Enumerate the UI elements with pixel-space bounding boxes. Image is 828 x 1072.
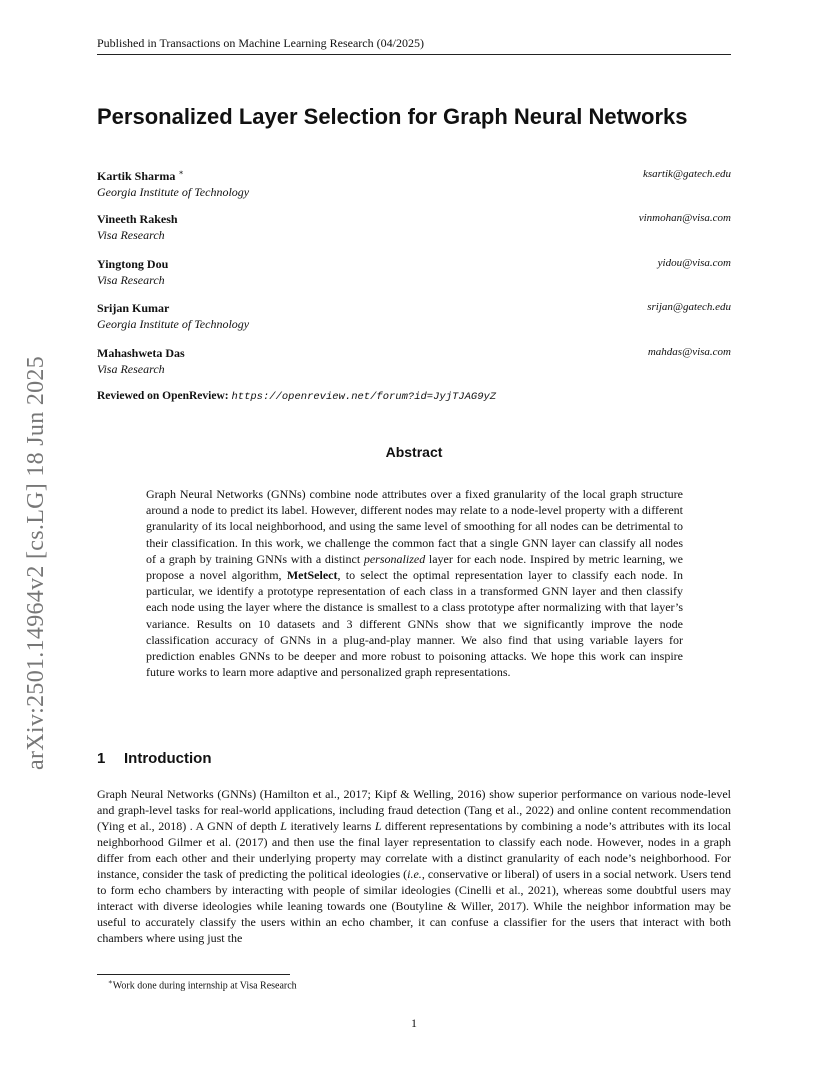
- paper-title: Personalized Layer Selection for Graph Neural Networks: [97, 104, 688, 129]
- section-title: Introduction: [124, 750, 212, 767]
- footnote-divider: [97, 974, 290, 975]
- running-header: Published in Transactions on Machine Learning Research (04/2025): [97, 36, 731, 55]
- author-name: Srijan Kumar: [97, 301, 170, 315]
- author-email: vinmohan@visa.com: [638, 212, 731, 224]
- author-affiliation: Visa Research: [97, 362, 165, 376]
- review-label: Reviewed on OpenReview:: [97, 390, 229, 402]
- footnote: [108, 978, 297, 991]
- author-affiliation: Visa Research: [97, 273, 165, 287]
- introduction-text: Graph Neural Networks (GNNs) (Hamilton et al., 2017; Kipf & Welling, 2016) show superior performance on various node-level and graph-level tasks for real-world applications, including fraud detection (Tang et al., 2022) and online content recommendation (Ying et al., 2018) . A GNN of depth L iteratively learns L different representations by combining a node’s attributes with its local neighborhood Gilmer et al. (2017) and then use the final layer representation to classify each node. However, nodes in a graph differ from each other and their underlying property may correlate with a distinct granularity of each node’s neighborhood. For instance, consider the task of predicting the political ideologies (i.e., conservative or liberal) of users in a social network. Users tend to form echo chambers by interacting with people of similar ideologies (Cinelli et al., 2021), whereas some doubtful users may interact with diverse ideologies while leaning towards one (Boutyline & Willer, 2017). While the neighbor information may be useful to accurately classify the users within an echo chamber, it can confuse a classifier for the users that interact with both chambers where using just the: [97, 787, 731, 945]
- author-block: [97, 212, 731, 243]
- author-block: [97, 168, 731, 200]
- author-block: [97, 346, 731, 377]
- author-block: [97, 301, 731, 332]
- page-number: 1: [411, 1016, 417, 1030]
- author-email: yidou@visa.com: [657, 257, 731, 269]
- author-affiliation: Georgia Institute of Technology: [97, 317, 250, 331]
- author-email: mahdas@visa.com: [647, 346, 731, 358]
- review-line: [97, 390, 496, 403]
- author-name: Yingtong Dou: [97, 257, 169, 271]
- author-name: Mahashweta Das: [97, 346, 185, 360]
- author-block: [97, 257, 731, 288]
- author-email: srijan@gatech.edu: [647, 301, 731, 313]
- author-email: ksartik@gatech.edu: [642, 168, 731, 180]
- abstract-heading: Abstract: [385, 444, 443, 460]
- author-name: Kartik Sharma: [97, 169, 176, 183]
- arxiv-identifier: arXiv:2501.14964v2 [cs.LG] 18 Jun 2025: [23, 355, 49, 770]
- section-heading: [97, 750, 211, 767]
- abstract-text: Graph Neural Networks (GNNs) combine node attributes over a fixed granularity of the local graph structure around a node to predict its label. However, different nodes may relate to a node-level property with a different granularity of its local neighborhood, and using the same level of smoothing for all nodes can be detrimental to their classification. In this work, we challenge the common fact that a single GNN layer can classify all nodes of a graph by training GNNs with a distinct personalized layer for each node. Inspired by metric learning, we propose a novel algorithm, MetSelect, to select the optimal representation layer to classify each node. In particular, we identify a prototype representation of each class in a transformed GNN layer and then classify each node using the layer where the distance is smallest to a class prototype after normalizing with that layer’s variance. Results on 10 datasets and 3 different GNNs show that we significantly improve the node classification accuracy of GNNs in a plug-and-play manner. We also find that using variable layers for prediction enables GNNs to be deeper and more robust to poisoning attacks. We hope this work can inspire future works to learn more adaptive and personalized graph representations.: [146, 487, 683, 680]
- author-affiliation: Georgia Institute of Technology: [97, 185, 250, 199]
- author-affiliation: Visa Research: [97, 228, 165, 242]
- footnote-marker: ∗: [178, 168, 184, 177]
- author-name: Vineeth Rakesh: [97, 212, 178, 226]
- footnote-text: Work done during internship at Visa Research: [112, 980, 297, 992]
- algorithm-name: MetSelect: [286, 568, 338, 583]
- section-number: 1: [97, 750, 106, 767]
- openreview-link[interactable]: https://openreview.net/forum?id=JyjTJAG9yZ: [231, 391, 497, 403]
- footnote-mark: ∗: [108, 978, 113, 986]
